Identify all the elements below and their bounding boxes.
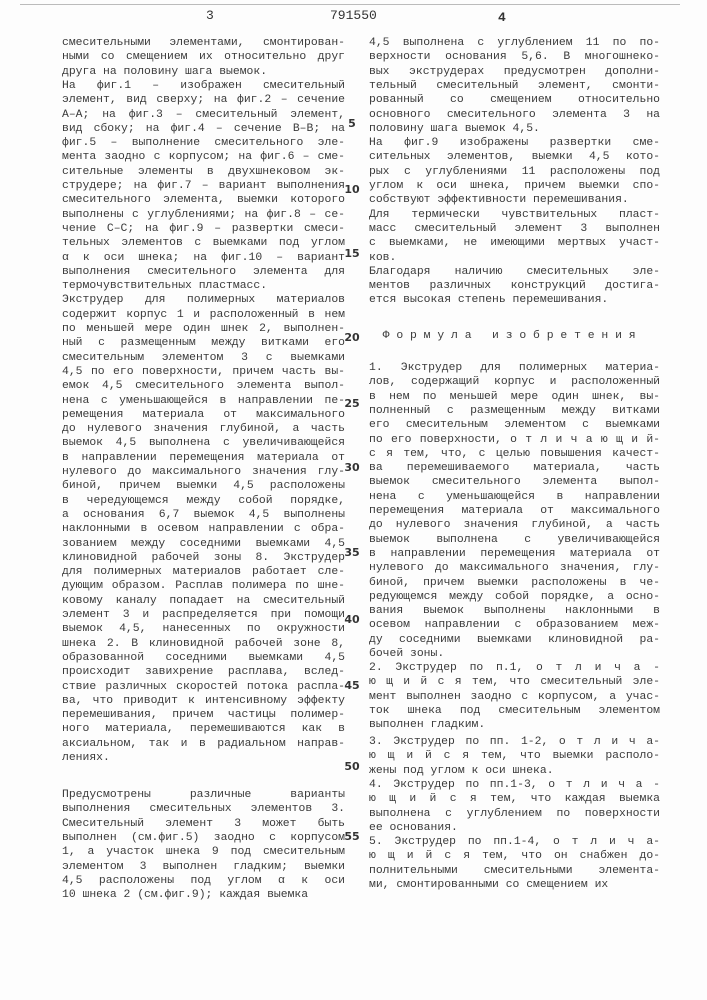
text-line: смесительными элементами, смонтирован- <box>62 36 345 50</box>
text-line: до нулевого значения глубиной, а часть <box>369 518 660 532</box>
text-line: лениях. <box>62 751 345 765</box>
text-line: ными со смещением их относительно друг <box>62 50 345 64</box>
text-line: Экструдер для полимерных материалов <box>62 293 345 307</box>
line-number: 45 <box>342 679 362 692</box>
text-line: смесительного элемента, выемки которого <box>62 193 345 207</box>
text-line: наклонными в осевом направлении с обра- <box>62 522 345 536</box>
text-line: ю щ и й с я тем, что смесительный эле- <box>369 675 660 689</box>
text-line: жены под углом к оси шнека. <box>369 764 660 778</box>
text-line: нена с уменьшающейся в направлении пе- <box>62 394 345 408</box>
text-line: 2. Экструдер по п.1, о т л и ч а - <box>369 661 660 675</box>
text-line: 3. Экструдер по пп. 1-2, о т л и ч а- <box>369 735 660 749</box>
text-line: ду соседними выемками клиновидной ра- <box>369 633 660 647</box>
text-line: Предусмотрены различные варианты <box>62 788 345 802</box>
text-line: 4,5 выполнена с углублением 11 по по- <box>369 36 660 50</box>
text-line: с выемками, не имеющими мертвых участ- <box>369 236 660 250</box>
text-line: смесительным элементом 3 с выемками <box>62 351 345 365</box>
text-line: вид сбоку; на фиг.4 – сечение В–В; на <box>62 122 345 136</box>
text-line: ю щ и й с я тем, что выемки располо- <box>369 749 660 763</box>
text-line: его смесительным элементом с выемками <box>369 418 660 432</box>
text-line: происходит завихрение расплава, вслед- <box>62 665 345 679</box>
text-line: основного смесительного элемента 3 на <box>369 108 660 122</box>
text-line: по меньшей мере один шнек 2, выполнен- <box>62 322 345 336</box>
text-line: нена с уменьшающейся в направлении <box>369 490 660 504</box>
text-line: ного материала, перемешиваются как в <box>62 722 345 736</box>
text-line: ва, что приводит к интенсивному эффекту <box>62 694 345 708</box>
text-line: Ф о р м у л а и з о б р е т е н и я <box>369 329 660 343</box>
text-line: Благодаря наличию смесительных эле- <box>369 265 660 279</box>
text-line: На фиг.9 изображены развертки сме- <box>369 136 660 150</box>
line-number: 5 <box>342 117 362 130</box>
text-line: 4,5 расположены под углом α к оси <box>62 874 345 888</box>
text-line: биной, причем выемки расположены в че- <box>369 576 660 590</box>
text-line: ю щ и й с я тем, что каждая выемка <box>369 792 660 806</box>
text-line: аксиальном, так и в радиальном направ- <box>62 737 345 751</box>
text-line: выемок 4,5, нанесенных по окружности <box>62 622 345 636</box>
text-line: А–А; на фиг.3 – смесительный элемент, <box>62 108 345 122</box>
text-line: половину шага выемок 4,5. <box>369 122 660 136</box>
text-line: по его поверхности, о т л и ч а ю щ и й- <box>369 433 660 447</box>
text-line: 1, а участок шнека 9 под смесительным <box>62 845 345 859</box>
text-line: собствуют эффективности перемешивания. <box>369 193 660 207</box>
text-line: выполнена с углублением по поверхности <box>369 807 660 821</box>
text-line: чение С–С; на фиг.9 – развертки смеси- <box>62 222 345 236</box>
text-line: рованный со смещением относительно <box>369 93 660 107</box>
text-line: элемент, вид сверху; на фиг.2 – сечение <box>62 93 345 107</box>
text-line: мент выполнен заодно с корпусом, а учас- <box>369 690 660 704</box>
text-line: ток шнека под смесительным элементом <box>369 704 660 718</box>
text-line: для полимерных материалов работает сле- <box>62 565 345 579</box>
scan-edge-line <box>20 4 680 5</box>
text-line: 5. Экструдер по пп.1-4, о т л и ч а- <box>369 835 660 849</box>
text-line: 10 шнека 2 (см.фиг.9); каждая выемка <box>62 888 345 902</box>
text-line: выемок выполнена с увеличивающейся <box>369 533 660 547</box>
text-line: ментов различных конструкций достига- <box>369 279 660 293</box>
text-line: рых с углублениями 11 расположены под <box>369 165 660 179</box>
text-line: сительные элементы в двухшнековом эк- <box>62 165 345 179</box>
text-line: ю щ и й с я тем, что он снабжен до- <box>369 849 660 863</box>
text-line: выемок 4,5 выполнена с увеличивающейся <box>62 436 345 450</box>
text-line: α к оси шнека; на фиг.10 – вариант <box>62 251 345 265</box>
text-line: друга на половину шага выемок. <box>62 65 345 79</box>
text-line: ми, смонтированными со смещением их <box>369 878 660 892</box>
line-number: 50 <box>342 760 362 773</box>
text-line: фиг.5 – выполнение смесительного эле- <box>62 136 345 150</box>
text-line: ный с размещенным между витками его <box>62 336 345 350</box>
text-line: углом к оси шнека, причем выемки спо- <box>369 179 660 193</box>
text-line: образованной соседними выемками 4,5 <box>62 651 345 665</box>
text-line: выполнения смесительных элементов 3. <box>62 802 345 816</box>
text-line: полнительными смесительными элемента- <box>369 864 660 878</box>
text-line: в чередующемся между собой порядке, <box>62 494 345 508</box>
text-line: струдере; на фиг.7 – вариант выполнения <box>62 179 345 193</box>
text-line: зованием между соседними выемками 4,5 <box>62 537 345 551</box>
text-line: клиновидной рабочей зоны 8. Экструдер <box>62 551 345 565</box>
text-line: Для термически чувствительных пласт- <box>369 208 660 222</box>
text-line: ее основания. <box>369 821 660 835</box>
patent-page <box>0 0 707 1000</box>
text-line: ва перемешиваемого материала, часть <box>369 461 660 475</box>
text-line: термочувствительных пластмасс. <box>62 279 345 293</box>
text-line: На фиг.1 – изображен смесительный <box>62 79 345 93</box>
text-line: 4. Экструдер по пп.1-3, о т л и ч а - <box>369 778 660 792</box>
line-number: 55 <box>342 830 362 843</box>
page-number-left: 3 <box>206 8 214 23</box>
text-line: выполнен (см.фиг.5) заодно с корпусом <box>62 831 345 845</box>
text-line: полненный с размещенным между витками <box>369 404 660 418</box>
text-line: в направлении перемещения материала от <box>369 547 660 561</box>
text-line: ствие различных скоростей потока распла- <box>62 680 345 694</box>
text-line: верхности основания 5,6. В многошнеко- <box>369 50 660 64</box>
text-line: Смесительный элемент 3 может быть <box>62 817 345 831</box>
line-number: 40 <box>342 613 362 626</box>
line-number: 25 <box>342 397 362 410</box>
text-line: до нулевого значения глубиной, а часть <box>62 422 345 436</box>
text-line: элемент 3 и распределяется при помощи <box>62 608 345 622</box>
page-number-right: 4 <box>498 10 506 25</box>
line-number: 30 <box>342 461 362 474</box>
text-line: выполнены с углублениями; на фиг.8 – се- <box>62 208 345 222</box>
line-number: 10 <box>342 183 362 196</box>
text-line: лов, содержащий корпус и расположенный <box>369 375 660 389</box>
text-line: ется высокая степень перемешивания. <box>369 293 660 307</box>
text-line: дующим образом. Расплав полимера по шне- <box>62 579 345 593</box>
text-line: 4,5 по его поверхности, причем часть вы- <box>62 365 345 379</box>
patent-number: 791550 <box>330 8 377 23</box>
text-line: выполнен гладким. <box>369 718 660 732</box>
text-line: с я тем, что, с целью повышения качест- <box>369 447 660 461</box>
text-line: бочей зоны. <box>369 647 660 661</box>
text-line: тельный смесительный элемент, смонти- <box>369 79 660 93</box>
text-line: выполнения смесительного элемента для <box>62 265 345 279</box>
text-line: в нем по меньшей мере один шнек, вы- <box>369 390 660 404</box>
text-line: ремещения материала от максимального <box>62 408 345 422</box>
text-line: ков. <box>369 251 660 265</box>
text-line: нулевого до максимального значения глу- <box>62 465 345 479</box>
line-number: 20 <box>342 331 362 344</box>
text-line: нулевого до максимального значения, глу- <box>369 561 660 575</box>
text-line: перемещения материала от максимального <box>369 504 660 518</box>
text-line: редующемся между собой порядке, а осно- <box>369 590 660 604</box>
text-line: содержит корпус 1 и расположенный в нем <box>62 308 345 322</box>
text-line: ковому каналу попадает на смесительный <box>62 594 345 608</box>
text-line: сительных элементов, выемки 4,5 кото- <box>369 150 660 164</box>
text-line: тельных элементов с выемками под углом <box>62 236 345 250</box>
line-number: 35 <box>342 546 362 559</box>
text-line: 1. Экструдер для полимерных материа- <box>369 361 660 375</box>
text-line: в направлении перемещения материала от <box>62 451 345 465</box>
text-line: биной, причем выемки 4,5 расположены <box>62 479 345 493</box>
text-line: перемешивания, причем частицы полимер- <box>62 708 345 722</box>
text-line: выемок смесительного элемента выпол- <box>369 475 660 489</box>
text-line: осевом направлении с образованием меж- <box>369 618 660 632</box>
text-line: вания выемок выполнены наклонными в <box>369 604 660 618</box>
text-line: мента заодно с корпусом; на фиг.6 – сме- <box>62 150 345 164</box>
text-line: емок 4,5 смесительного элемента выпол- <box>62 379 345 393</box>
text-line: а основания 6,7 выемок 4,5 выполнены <box>62 508 345 522</box>
line-number: 15 <box>342 247 362 260</box>
text-line: масс смесительный элемент 3 выполнен <box>369 222 660 236</box>
text-line: шнека 2. В клиновидной рабочей зоне 8, <box>62 637 345 651</box>
text-line: вых экструдерах предусмотрен дополни- <box>369 65 660 79</box>
text-line: элементом 3 выполнен гладким; выемки <box>62 860 345 874</box>
